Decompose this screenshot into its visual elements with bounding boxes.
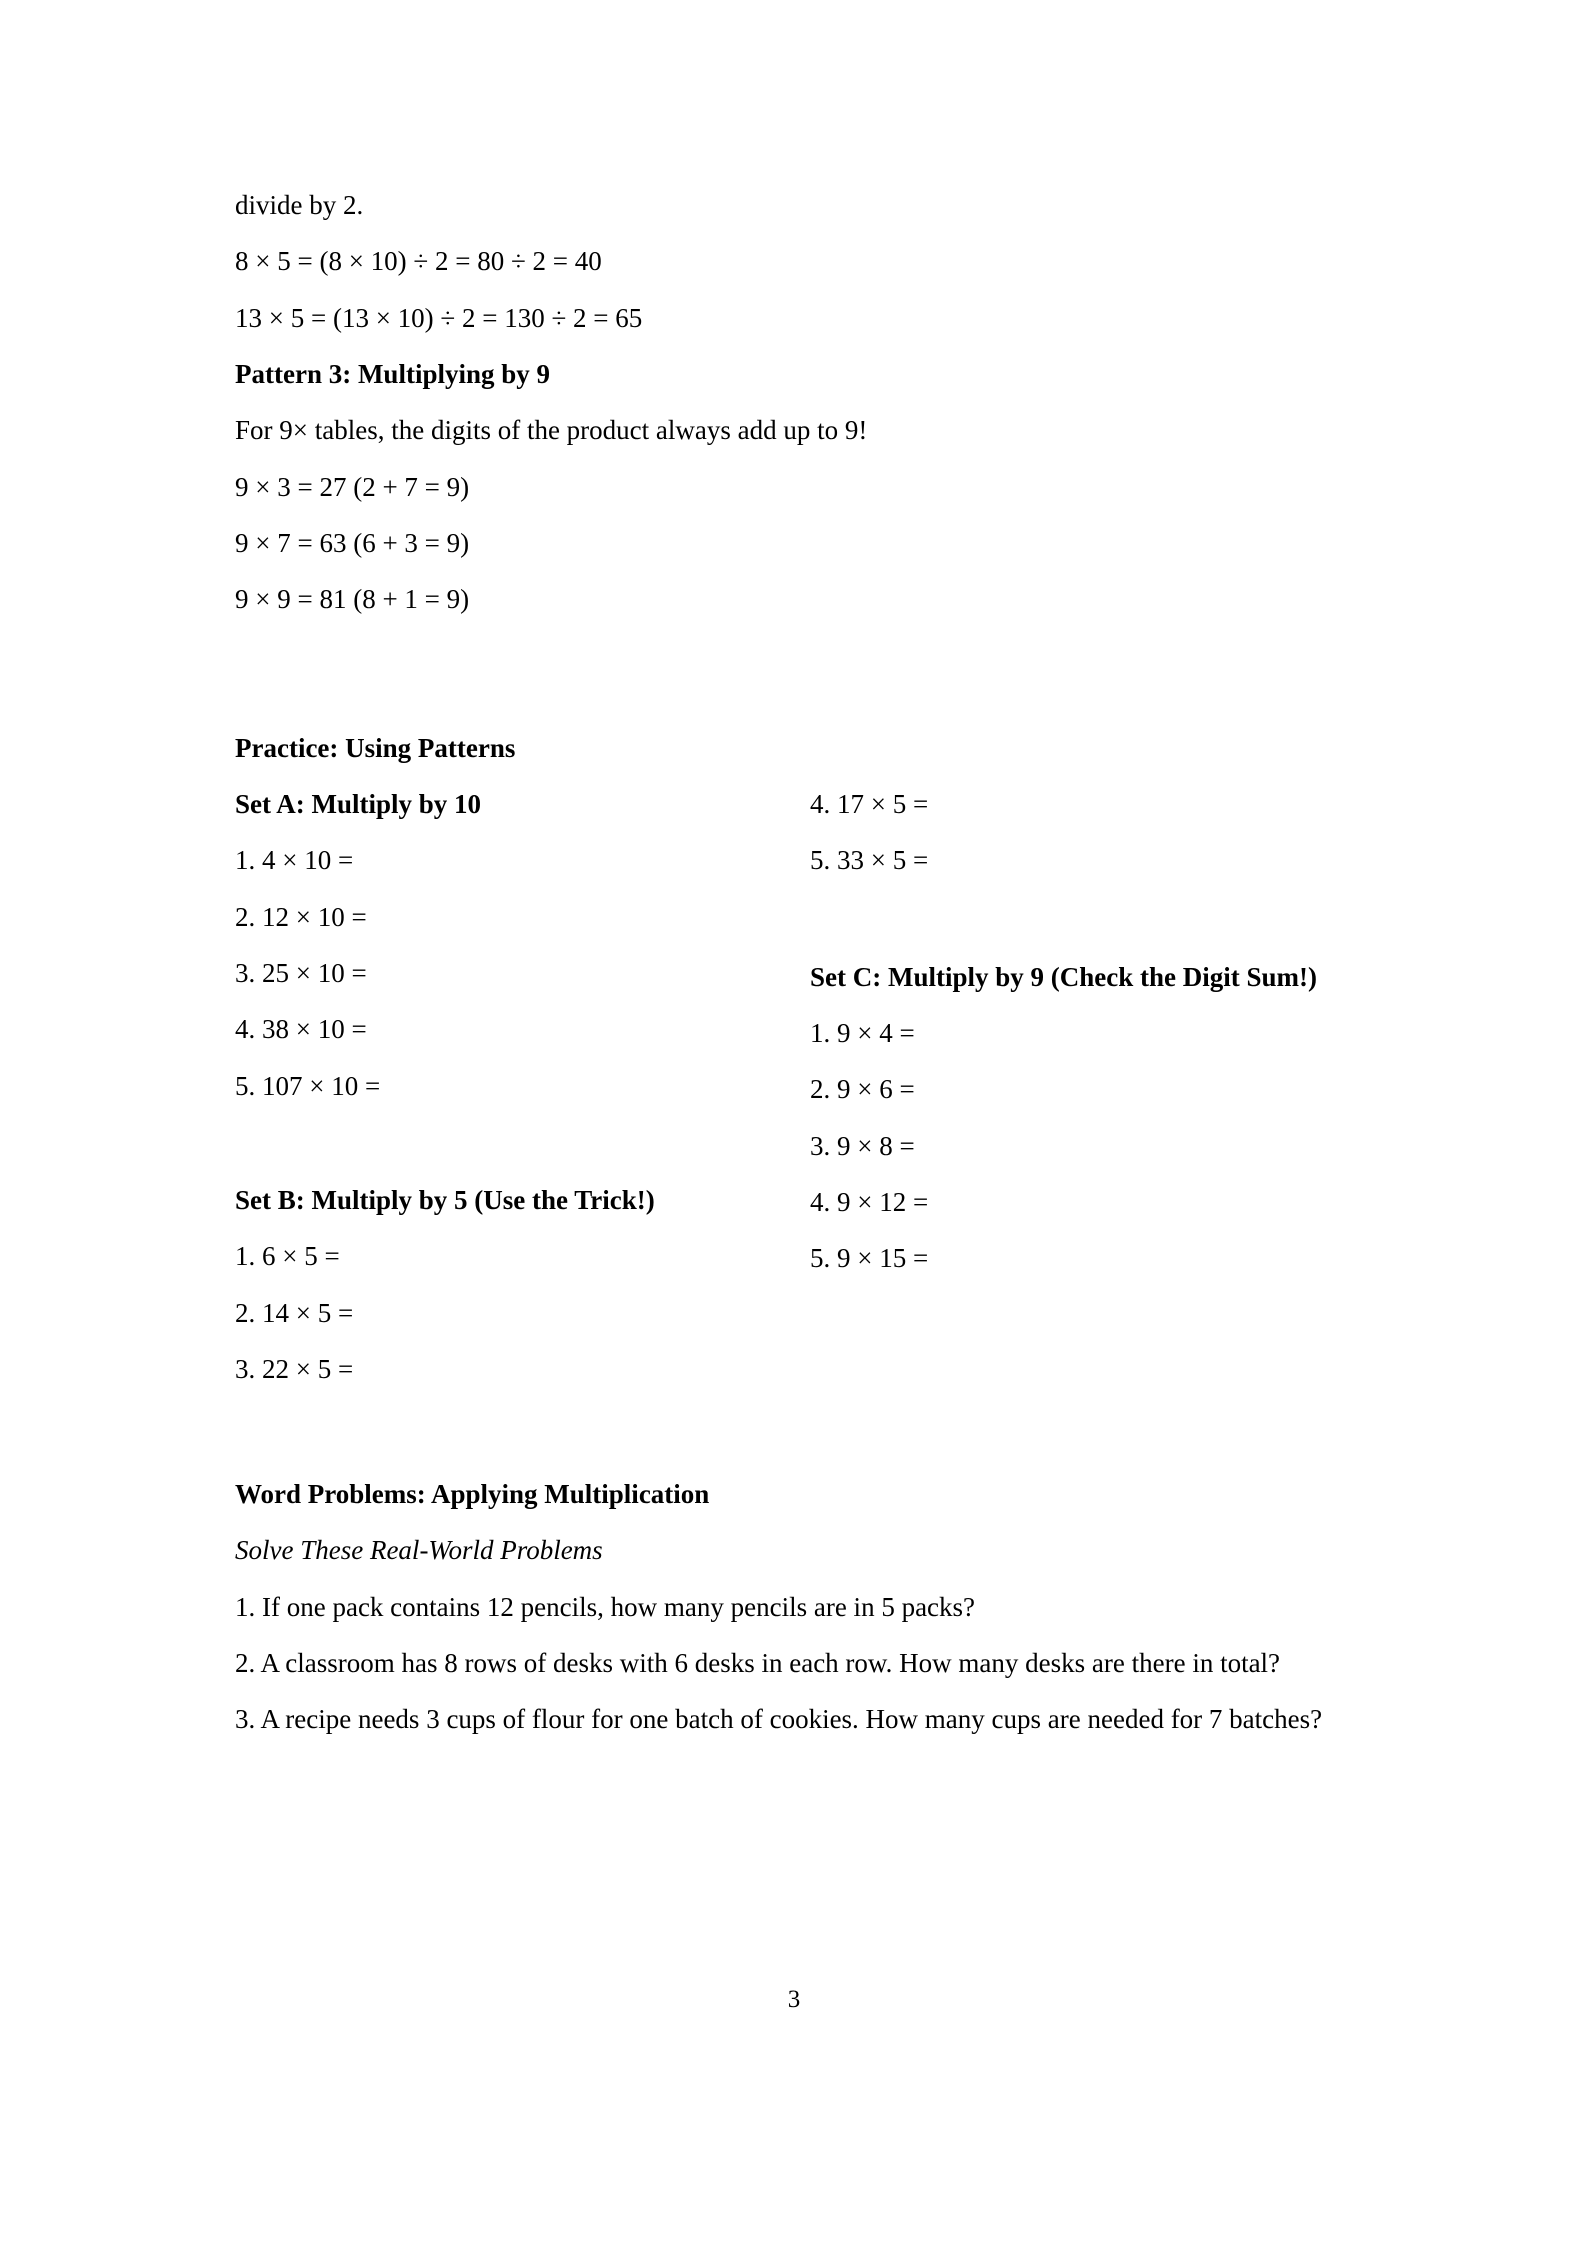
practice-column-right	[810, 785, 1345, 1296]
word-problem-1: 1. If one pack contains 12 pencils, how many pencils are in 5 packs?	[235, 1591, 976, 1622]
practice-heading: Practice: Using Patterns	[235, 732, 516, 763]
page-number: 3	[787, 1986, 801, 2013]
set-c-spacer	[810, 898, 1345, 958]
set-c-item-2: 2. 9 × 6 =	[810, 1074, 915, 1105]
set-a-item-5: 5. 107 × 10 =	[235, 1070, 381, 1101]
pattern-3-example-1: 9 × 3 = 27 (2 + 7 = 9)	[235, 471, 470, 502]
set-b-item-1: 1. 6 × 5 =	[235, 1241, 340, 1272]
set-b-heading: Set B: Multiply by 5 (Use the Trick!)	[235, 1184, 655, 1215]
set-c-item-3: 3. 9 × 8 =	[810, 1130, 915, 1161]
example-line-1: 8 × 5 = (8 × 10) ÷ 2 = 80 ÷ 2 = 40	[235, 246, 602, 277]
set-c-item-5: 5. 9 × 15 =	[810, 1243, 929, 1274]
set-c-item-4: 4. 9 × 12 =	[810, 1186, 929, 1217]
practice-columns	[235, 785, 1345, 1405]
set-b-item-3: 3. 22 × 5 =	[235, 1353, 354, 1384]
set-a-item-3: 3. 25 × 10 =	[235, 957, 367, 988]
set-b-spacer	[235, 1123, 755, 1181]
word-problems-subheading: Solve These Real-World Problems	[235, 1535, 603, 1566]
section-spacer-practice	[235, 637, 1345, 729]
pattern-3-description: For 9× tables, the digits of the product always add up to 9!	[235, 415, 868, 446]
word-problems-heading: Word Problems: Applying Multiplication	[235, 1478, 710, 1509]
set-a-item-4: 4. 38 × 10 =	[235, 1014, 367, 1045]
pattern-3-heading: Pattern 3: Multiplying by 9	[235, 358, 550, 389]
section-spacer-word-problems	[235, 1405, 1345, 1475]
set-a-item-1: 1. 4 × 10 =	[235, 845, 354, 876]
example-line-2: 13 × 5 = (13 × 10) ÷ 2 = 130 ÷ 2 = 65	[235, 302, 643, 333]
pattern-3-example-2: 9 × 7 = 63 (6 + 3 = 9)	[235, 527, 470, 558]
set-c-item-1: 1. 9 × 4 =	[810, 1017, 915, 1048]
set-b-item-4: 4. 17 × 5 =	[810, 788, 929, 819]
pattern-3-example-3: 9 × 9 = 81 (8 + 1 = 9)	[235, 584, 470, 615]
word-problem-2: 2. A classroom has 8 rows of desks with 6 desks in each row. How many desks are there in total?	[235, 1647, 1281, 1678]
continued-sentence: divide by 2.	[235, 190, 364, 220]
page-content	[235, 186, 1345, 1756]
set-a-item-2: 2. 12 × 10 =	[235, 901, 367, 932]
word-problem-3: 3. A recipe needs 3 cups of flour for one batch of cookies. How many cups are needed for 7 batches?	[235, 1703, 1323, 1734]
set-b-item-5: 5. 33 × 5 =	[810, 845, 929, 876]
practice-column-left	[235, 785, 755, 1406]
set-b-item-2: 2. 14 × 5 =	[235, 1297, 354, 1328]
set-a-heading: Set A: Multiply by 10	[235, 788, 482, 819]
set-c-heading: Set C: Multiply by 9 (Check the Digit Sum!)	[810, 961, 1317, 992]
